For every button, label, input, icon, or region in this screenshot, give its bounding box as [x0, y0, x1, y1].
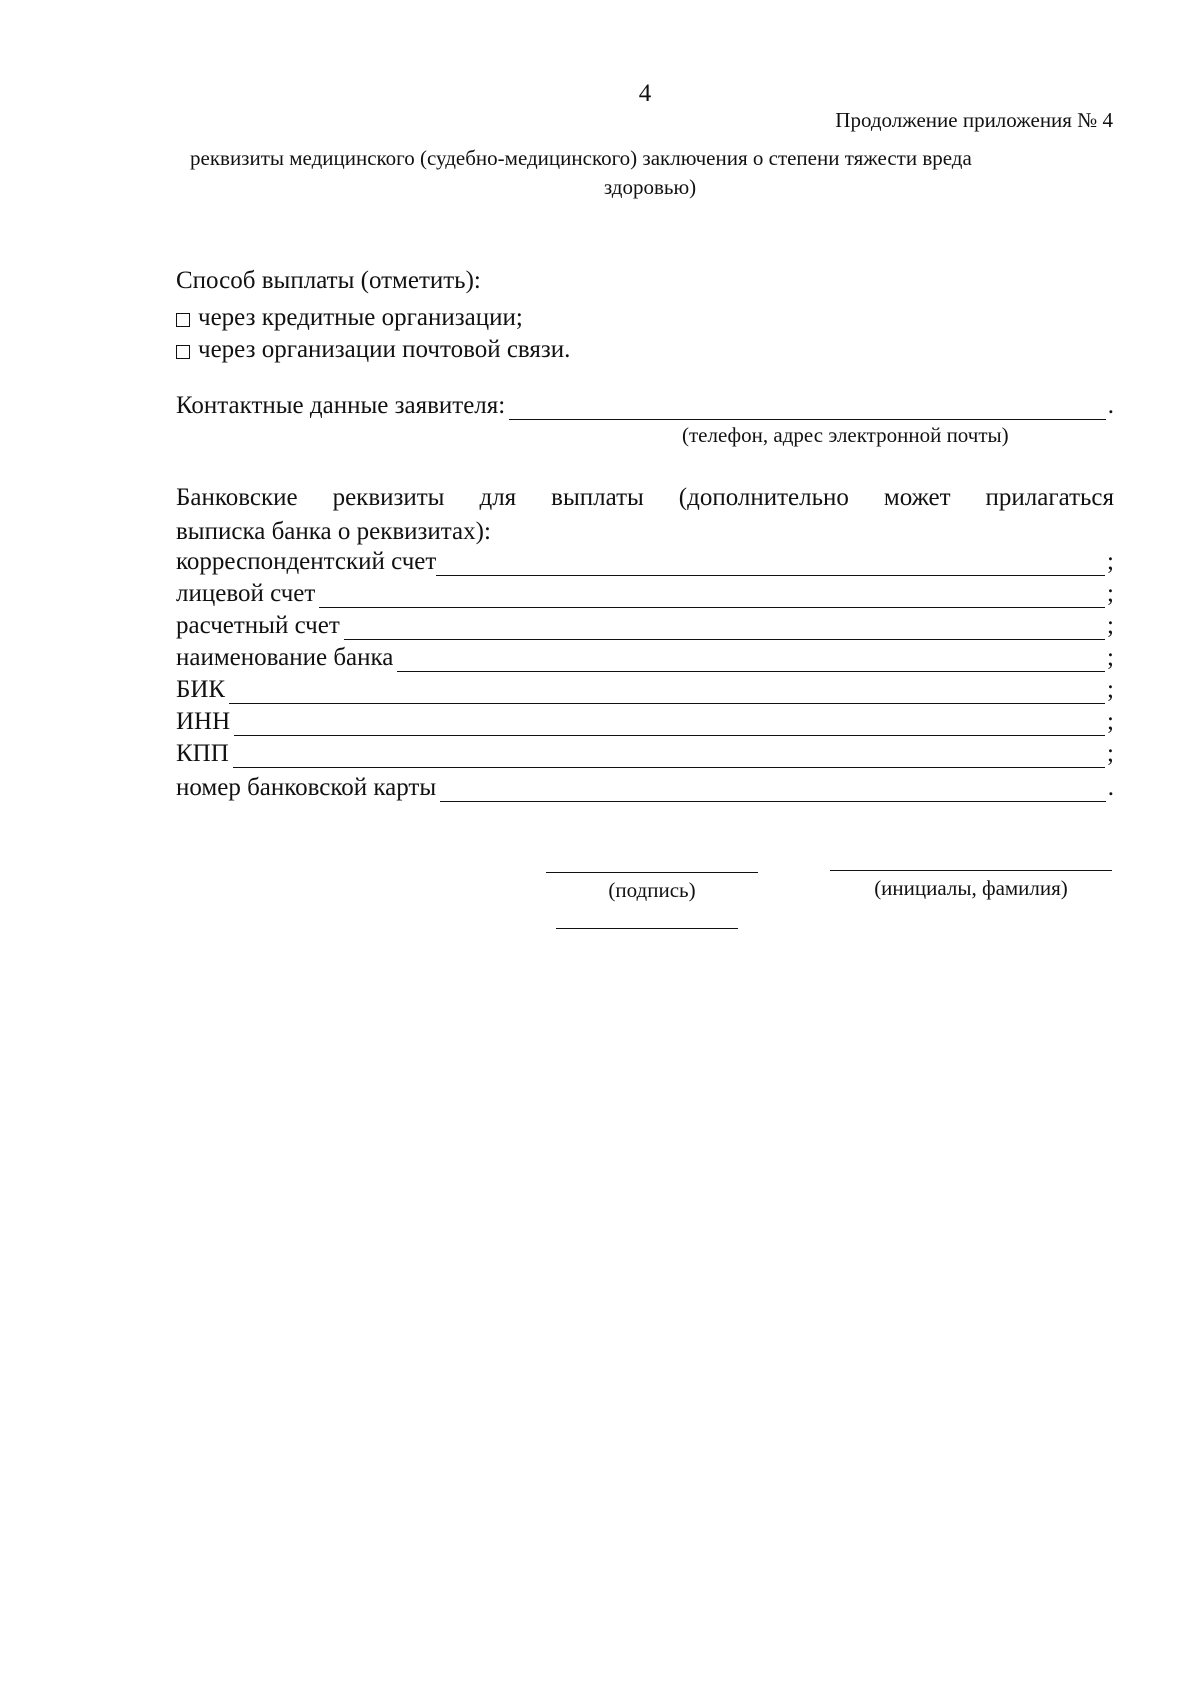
line-end-mark: ;: [1107, 708, 1114, 735]
field-blank[interactable]: [233, 747, 1105, 768]
bank-field-settlement-account: [176, 612, 1114, 640]
field-blank[interactable]: [436, 555, 1105, 576]
line-end-mark: ;: [1107, 644, 1114, 671]
bank-field-inn: [176, 708, 1114, 736]
contact-label: Контактные данные заявителя:: [176, 392, 506, 419]
field-label: наименование банка: [176, 644, 394, 671]
bank-intro-line2: выписка банка о реквизитах):: [176, 518, 491, 545]
line-end-mark: ;: [1107, 740, 1114, 767]
line-end-mark: .: [1107, 392, 1114, 419]
field-label: номер банковской карты: [176, 774, 437, 801]
field-blank[interactable]: [440, 781, 1106, 802]
field-label: расчетный счет: [176, 612, 340, 639]
payment-method-title: Способ выплаты (отметить):: [176, 267, 481, 294]
page-number: 4: [638, 80, 652, 107]
bank-field-correspondent-account: [176, 548, 1114, 576]
bank-field-bank-name: [176, 644, 1114, 672]
field-blank[interactable]: [397, 651, 1105, 672]
line-end-mark: .: [1107, 774, 1114, 801]
field-blank[interactable]: [344, 619, 1105, 640]
payment-option-post[interactable]: [176, 336, 570, 364]
line-end-mark: ;: [1107, 676, 1114, 703]
bank-field-card-number: [176, 774, 1114, 802]
checkbox-icon[interactable]: [176, 345, 190, 359]
signature-label: (подпись): [608, 878, 696, 902]
appendix-continuation: Продолжение приложения № 4: [835, 108, 1113, 132]
checkbox-icon[interactable]: [176, 313, 190, 327]
field-blank[interactable]: [229, 683, 1105, 704]
bank-intro-line1: Банковские реквизиты для выплаты (дополнительно может прилагаться: [176, 484, 1114, 511]
name-line[interactable]: [830, 870, 1112, 871]
name-label: (инициалы, фамилия): [874, 876, 1068, 900]
payment-option-label: через кредитные организации;: [198, 304, 523, 331]
field-label: КПП: [176, 740, 229, 767]
requisites-text-line2: здоровью): [603, 175, 697, 199]
line-end-mark: ;: [1107, 580, 1114, 607]
field-label: ИНН: [176, 708, 231, 735]
payment-option-label: через организации почтовой связи.: [198, 336, 571, 363]
contact-hint: (телефон, адрес электронной почты): [682, 423, 1009, 447]
field-blank[interactable]: [234, 715, 1105, 736]
signature-line[interactable]: [546, 872, 758, 873]
field-label: корреспондентский счет: [176, 548, 437, 575]
date-line[interactable]: [556, 928, 738, 929]
contact-field[interactable]: [509, 399, 1106, 420]
bank-field-personal-account: [176, 580, 1114, 608]
payment-option-credit[interactable]: [176, 304, 523, 332]
field-label: БИК: [176, 676, 226, 703]
bank-field-bik: [176, 676, 1114, 704]
field-blank[interactable]: [319, 587, 1105, 608]
line-end-mark: ;: [1107, 548, 1114, 575]
requisites-text-line1: реквизиты медицинского (судебно-медицинского) заключения о степени тяжести вреда: [190, 146, 972, 170]
field-label: лицевой счет: [176, 580, 316, 607]
line-end-mark: ;: [1107, 612, 1114, 639]
contact-row: [176, 392, 1114, 420]
bank-field-kpp: [176, 740, 1114, 768]
